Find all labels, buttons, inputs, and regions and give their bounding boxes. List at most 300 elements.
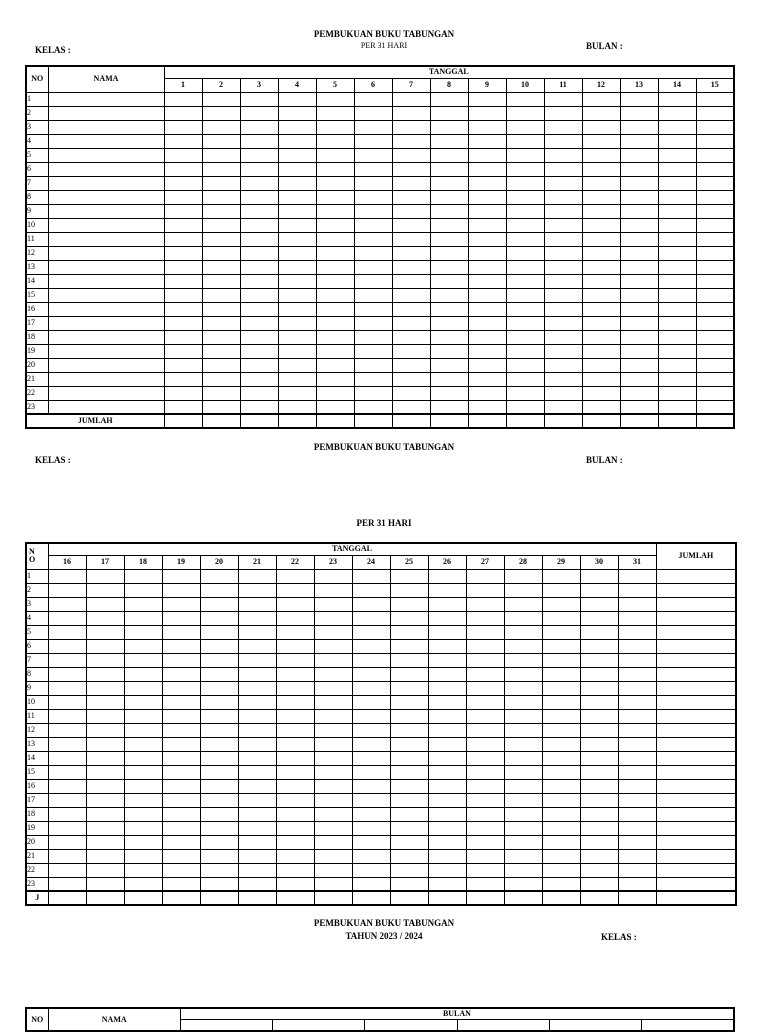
saving-cell[interactable] — [162, 807, 200, 821]
saving-cell[interactable] — [582, 92, 620, 106]
saving-cell[interactable] — [430, 330, 468, 344]
saving-cell[interactable] — [316, 134, 354, 148]
saving-cell[interactable] — [48, 737, 86, 751]
saving-cell[interactable] — [392, 330, 430, 344]
saving-cell[interactable] — [620, 400, 658, 414]
saving-cell[interactable] — [164, 232, 202, 246]
jumlah-cell[interactable] — [656, 821, 736, 835]
saving-cell[interactable] — [544, 316, 582, 330]
jumlah-cell[interactable] — [656, 583, 736, 597]
saving-cell[interactable] — [276, 583, 314, 597]
saving-cell[interactable] — [430, 218, 468, 232]
saving-cell[interactable] — [542, 625, 580, 639]
saving-cell[interactable] — [48, 639, 86, 653]
nama-cell[interactable] — [48, 204, 164, 218]
saving-cell[interactable] — [392, 204, 430, 218]
saving-cell[interactable] — [544, 232, 582, 246]
saving-cell[interactable] — [162, 597, 200, 611]
saving-cell[interactable] — [276, 653, 314, 667]
saving-cell[interactable] — [238, 639, 276, 653]
saving-cell[interactable] — [164, 400, 202, 414]
saving-cell[interactable] — [390, 821, 428, 835]
saving-cell[interactable] — [504, 737, 542, 751]
saving-cell[interactable] — [164, 246, 202, 260]
saving-cell[interactable] — [392, 106, 430, 120]
saving-cell[interactable] — [314, 877, 352, 891]
saving-cell[interactable] — [314, 639, 352, 653]
saving-cell[interactable] — [658, 204, 696, 218]
saving-cell[interactable] — [430, 288, 468, 302]
saving-cell[interactable] — [314, 821, 352, 835]
saving-cell[interactable] — [48, 597, 86, 611]
saving-cell[interactable] — [542, 765, 580, 779]
saving-cell[interactable] — [162, 863, 200, 877]
saving-cell[interactable] — [238, 793, 276, 807]
saving-cell[interactable] — [124, 779, 162, 793]
saving-cell[interactable] — [314, 779, 352, 793]
saving-cell[interactable] — [238, 569, 276, 583]
saving-cell[interactable] — [162, 723, 200, 737]
saving-cell[interactable] — [202, 344, 240, 358]
saving-cell[interactable] — [316, 120, 354, 134]
saving-cell[interactable] — [658, 218, 696, 232]
saving-cell[interactable] — [506, 400, 544, 414]
saving-cell[interactable] — [542, 821, 580, 835]
saving-cell[interactable] — [354, 302, 392, 316]
saving-cell[interactable] — [618, 765, 656, 779]
saving-cell[interactable] — [86, 863, 124, 877]
saving-cell[interactable] — [620, 162, 658, 176]
saving-cell[interactable] — [428, 821, 466, 835]
saving-cell[interactable] — [162, 709, 200, 723]
saving-cell[interactable] — [620, 274, 658, 288]
nama-cell[interactable] — [48, 218, 164, 232]
saving-cell[interactable] — [580, 849, 618, 863]
saving-cell[interactable] — [658, 386, 696, 400]
saving-cell[interactable] — [276, 807, 314, 821]
saving-cell[interactable] — [542, 779, 580, 793]
saving-cell[interactable] — [200, 751, 238, 765]
nama-cell[interactable] — [48, 148, 164, 162]
saving-cell[interactable] — [618, 639, 656, 653]
saving-cell[interactable] — [428, 695, 466, 709]
saving-cell[interactable] — [240, 386, 278, 400]
saving-cell[interactable] — [276, 779, 314, 793]
saving-cell[interactable] — [428, 625, 466, 639]
saving-cell[interactable] — [164, 120, 202, 134]
jumlah-cell[interactable] — [656, 695, 736, 709]
saving-cell[interactable] — [696, 288, 734, 302]
jumlah-cell[interactable] — [656, 681, 736, 695]
saving-cell[interactable] — [468, 162, 506, 176]
saving-cell[interactable] — [620, 218, 658, 232]
saving-cell[interactable] — [276, 597, 314, 611]
saving-cell[interactable] — [278, 134, 316, 148]
saving-cell[interactable] — [200, 793, 238, 807]
saving-cell[interactable] — [428, 835, 466, 849]
saving-cell[interactable] — [124, 793, 162, 807]
saving-cell[interactable] — [162, 695, 200, 709]
saving-cell[interactable] — [468, 134, 506, 148]
saving-cell[interactable] — [164, 162, 202, 176]
saving-cell[interactable] — [202, 120, 240, 134]
saving-cell[interactable] — [164, 330, 202, 344]
saving-cell[interactable] — [582, 218, 620, 232]
saving-cell[interactable] — [544, 120, 582, 134]
saving-cell[interactable] — [48, 863, 86, 877]
saving-cell[interactable] — [392, 120, 430, 134]
saving-cell[interactable] — [544, 190, 582, 204]
saving-cell[interactable] — [580, 793, 618, 807]
saving-cell[interactable] — [164, 344, 202, 358]
saving-cell[interactable] — [392, 134, 430, 148]
saving-cell[interactable] — [200, 779, 238, 793]
jumlah-cell[interactable] — [656, 569, 736, 583]
saving-cell[interactable] — [466, 723, 504, 737]
saving-cell[interactable] — [696, 162, 734, 176]
saving-cell[interactable] — [314, 583, 352, 597]
saving-cell[interactable] — [430, 274, 468, 288]
saving-cell[interactable] — [352, 807, 390, 821]
saving-cell[interactable] — [240, 316, 278, 330]
jumlah-cell[interactable] — [656, 765, 736, 779]
saving-cell[interactable] — [162, 569, 200, 583]
saving-cell[interactable] — [48, 751, 86, 765]
saving-cell[interactable] — [428, 751, 466, 765]
saving-cell[interactable] — [542, 709, 580, 723]
saving-cell[interactable] — [202, 134, 240, 148]
saving-cell[interactable] — [240, 274, 278, 288]
saving-cell[interactable] — [238, 821, 276, 835]
saving-cell[interactable] — [164, 218, 202, 232]
saving-cell[interactable] — [124, 835, 162, 849]
saving-cell[interactable] — [392, 218, 430, 232]
saving-cell[interactable] — [48, 681, 86, 695]
saving-cell[interactable] — [48, 849, 86, 863]
jumlah-cell[interactable] — [656, 835, 736, 849]
saving-cell[interactable] — [466, 807, 504, 821]
saving-cell[interactable] — [620, 260, 658, 274]
saving-cell[interactable] — [278, 106, 316, 120]
saving-cell[interactable] — [696, 106, 734, 120]
saving-cell[interactable] — [164, 302, 202, 316]
saving-cell[interactable] — [240, 162, 278, 176]
saving-cell[interactable] — [582, 162, 620, 176]
saving-cell[interactable] — [392, 176, 430, 190]
saving-cell[interactable] — [506, 288, 544, 302]
saving-cell[interactable] — [352, 723, 390, 737]
saving-cell[interactable] — [352, 751, 390, 765]
saving-cell[interactable] — [354, 162, 392, 176]
saving-cell[interactable] — [466, 877, 504, 891]
saving-cell[interactable] — [314, 835, 352, 849]
saving-cell[interactable] — [580, 611, 618, 625]
jumlah-cell[interactable] — [656, 667, 736, 681]
saving-cell[interactable] — [392, 358, 430, 372]
saving-cell[interactable] — [428, 681, 466, 695]
saving-cell[interactable] — [582, 204, 620, 218]
saving-cell[interactable] — [542, 737, 580, 751]
saving-cell[interactable] — [278, 386, 316, 400]
saving-cell[interactable] — [354, 274, 392, 288]
saving-cell[interactable] — [276, 863, 314, 877]
saving-cell[interactable] — [580, 667, 618, 681]
saving-cell[interactable] — [392, 246, 430, 260]
saving-cell[interactable] — [164, 106, 202, 120]
saving-cell[interactable] — [544, 148, 582, 162]
saving-cell[interactable] — [124, 821, 162, 835]
saving-cell[interactable] — [428, 793, 466, 807]
saving-cell[interactable] — [124, 737, 162, 751]
saving-cell[interactable] — [658, 190, 696, 204]
saving-cell[interactable] — [506, 246, 544, 260]
saving-cell[interactable] — [466, 863, 504, 877]
saving-cell[interactable] — [86, 835, 124, 849]
saving-cell[interactable] — [352, 639, 390, 653]
saving-cell[interactable] — [86, 639, 124, 653]
saving-cell[interactable] — [278, 148, 316, 162]
saving-cell[interactable] — [238, 667, 276, 681]
saving-cell[interactable] — [202, 288, 240, 302]
saving-cell[interactable] — [202, 400, 240, 414]
saving-cell[interactable] — [200, 667, 238, 681]
saving-cell[interactable] — [468, 204, 506, 218]
saving-cell[interactable] — [542, 653, 580, 667]
saving-cell[interactable] — [48, 765, 86, 779]
saving-cell[interactable] — [620, 106, 658, 120]
saving-cell[interactable] — [696, 372, 734, 386]
saving-cell[interactable] — [276, 793, 314, 807]
saving-cell[interactable] — [544, 162, 582, 176]
saving-cell[interactable] — [580, 709, 618, 723]
saving-cell[interactable] — [316, 162, 354, 176]
saving-cell[interactable] — [162, 667, 200, 681]
saving-cell[interactable] — [86, 849, 124, 863]
saving-cell[interactable] — [506, 344, 544, 358]
saving-cell[interactable] — [620, 120, 658, 134]
saving-cell[interactable] — [352, 681, 390, 695]
saving-cell[interactable] — [314, 849, 352, 863]
saving-cell[interactable] — [314, 765, 352, 779]
saving-cell[interactable] — [696, 246, 734, 260]
jumlah-cell[interactable] — [656, 779, 736, 793]
saving-cell[interactable] — [696, 176, 734, 190]
saving-cell[interactable] — [466, 779, 504, 793]
saving-cell[interactable] — [238, 863, 276, 877]
saving-cell[interactable] — [542, 639, 580, 653]
saving-cell[interactable] — [506, 260, 544, 274]
saving-cell[interactable] — [352, 625, 390, 639]
saving-cell[interactable] — [316, 372, 354, 386]
saving-cell[interactable] — [240, 92, 278, 106]
saving-cell[interactable] — [582, 344, 620, 358]
nama-cell[interactable] — [48, 358, 164, 372]
saving-cell[interactable] — [240, 148, 278, 162]
saving-cell[interactable] — [504, 723, 542, 737]
saving-cell[interactable] — [468, 148, 506, 162]
saving-cell[interactable] — [504, 821, 542, 835]
saving-cell[interactable] — [124, 611, 162, 625]
saving-cell[interactable] — [238, 807, 276, 821]
saving-cell[interactable] — [542, 667, 580, 681]
saving-cell[interactable] — [506, 316, 544, 330]
saving-cell[interactable] — [658, 92, 696, 106]
saving-cell[interactable] — [278, 190, 316, 204]
saving-cell[interactable] — [86, 821, 124, 835]
saving-cell[interactable] — [202, 148, 240, 162]
saving-cell[interactable] — [696, 302, 734, 316]
saving-cell[interactable] — [316, 260, 354, 274]
saving-cell[interactable] — [354, 134, 392, 148]
saving-cell[interactable] — [658, 372, 696, 386]
saving-cell[interactable] — [580, 835, 618, 849]
saving-cell[interactable] — [164, 148, 202, 162]
saving-cell[interactable] — [352, 695, 390, 709]
saving-cell[interactable] — [202, 204, 240, 218]
saving-cell[interactable] — [392, 372, 430, 386]
saving-cell[interactable] — [124, 877, 162, 891]
saving-cell[interactable] — [696, 218, 734, 232]
saving-cell[interactable] — [468, 386, 506, 400]
saving-cell[interactable] — [618, 807, 656, 821]
saving-cell[interactable] — [124, 653, 162, 667]
saving-cell[interactable] — [200, 597, 238, 611]
nama-cell[interactable] — [48, 232, 164, 246]
jumlah-cell[interactable] — [656, 653, 736, 667]
saving-cell[interactable] — [240, 400, 278, 414]
saving-cell[interactable] — [124, 863, 162, 877]
saving-cell[interactable] — [468, 372, 506, 386]
nama-cell[interactable] — [48, 120, 164, 134]
saving-cell[interactable] — [544, 372, 582, 386]
saving-cell[interactable] — [314, 807, 352, 821]
saving-cell[interactable] — [506, 302, 544, 316]
saving-cell[interactable] — [466, 611, 504, 625]
saving-cell[interactable] — [314, 709, 352, 723]
saving-cell[interactable] — [428, 709, 466, 723]
saving-cell[interactable] — [580, 751, 618, 765]
saving-cell[interactable] — [48, 821, 86, 835]
saving-cell[interactable] — [124, 597, 162, 611]
saving-cell[interactable] — [504, 695, 542, 709]
saving-cell[interactable] — [504, 835, 542, 849]
nama-cell[interactable] — [48, 274, 164, 288]
saving-cell[interactable] — [580, 625, 618, 639]
saving-cell[interactable] — [200, 737, 238, 751]
saving-cell[interactable] — [392, 190, 430, 204]
saving-cell[interactable] — [162, 751, 200, 765]
saving-cell[interactable] — [86, 695, 124, 709]
saving-cell[interactable] — [390, 569, 428, 583]
saving-cell[interactable] — [504, 751, 542, 765]
saving-cell[interactable] — [316, 288, 354, 302]
saving-cell[interactable] — [200, 723, 238, 737]
saving-cell[interactable] — [354, 148, 392, 162]
saving-cell[interactable] — [240, 344, 278, 358]
saving-cell[interactable] — [238, 835, 276, 849]
saving-cell[interactable] — [658, 232, 696, 246]
saving-cell[interactable] — [314, 625, 352, 639]
saving-cell[interactable] — [466, 821, 504, 835]
saving-cell[interactable] — [618, 681, 656, 695]
saving-cell[interactable] — [390, 639, 428, 653]
saving-cell[interactable] — [354, 358, 392, 372]
saving-cell[interactable] — [506, 190, 544, 204]
saving-cell[interactable] — [86, 667, 124, 681]
saving-cell[interactable] — [580, 695, 618, 709]
saving-cell[interactable] — [544, 288, 582, 302]
saving-cell[interactable] — [48, 807, 86, 821]
saving-cell[interactable] — [658, 148, 696, 162]
saving-cell[interactable] — [430, 190, 468, 204]
saving-cell[interactable] — [542, 569, 580, 583]
saving-cell[interactable] — [580, 681, 618, 695]
saving-cell[interactable] — [390, 751, 428, 765]
saving-cell[interactable] — [354, 316, 392, 330]
saving-cell[interactable] — [428, 765, 466, 779]
saving-cell[interactable] — [240, 232, 278, 246]
saving-cell[interactable] — [466, 835, 504, 849]
saving-cell[interactable] — [580, 821, 618, 835]
saving-cell[interactable] — [468, 106, 506, 120]
saving-cell[interactable] — [542, 849, 580, 863]
saving-cell[interactable] — [468, 176, 506, 190]
saving-cell[interactable] — [504, 597, 542, 611]
saving-cell[interactable] — [48, 779, 86, 793]
saving-cell[interactable] — [696, 92, 734, 106]
saving-cell[interactable] — [544, 204, 582, 218]
saving-cell[interactable] — [314, 653, 352, 667]
saving-cell[interactable] — [504, 779, 542, 793]
jumlah-cell[interactable] — [656, 877, 736, 891]
saving-cell[interactable] — [658, 176, 696, 190]
saving-cell[interactable] — [278, 232, 316, 246]
nama-cell[interactable] — [48, 246, 164, 260]
saving-cell[interactable] — [86, 877, 124, 891]
saving-cell[interactable] — [86, 765, 124, 779]
saving-cell[interactable] — [200, 849, 238, 863]
saving-cell[interactable] — [354, 190, 392, 204]
saving-cell[interactable] — [202, 232, 240, 246]
saving-cell[interactable] — [658, 274, 696, 288]
saving-cell[interactable] — [658, 344, 696, 358]
saving-cell[interactable] — [430, 232, 468, 246]
saving-cell[interactable] — [696, 274, 734, 288]
saving-cell[interactable] — [542, 793, 580, 807]
saving-cell[interactable] — [86, 625, 124, 639]
saving-cell[interactable] — [618, 653, 656, 667]
saving-cell[interactable] — [582, 148, 620, 162]
saving-cell[interactable] — [238, 877, 276, 891]
nama-cell[interactable] — [48, 344, 164, 358]
saving-cell[interactable] — [620, 176, 658, 190]
saving-cell[interactable] — [392, 148, 430, 162]
saving-cell[interactable] — [428, 849, 466, 863]
saving-cell[interactable] — [276, 695, 314, 709]
saving-cell[interactable] — [658, 302, 696, 316]
saving-cell[interactable] — [238, 751, 276, 765]
saving-cell[interactable] — [504, 611, 542, 625]
saving-cell[interactable] — [162, 681, 200, 695]
saving-cell[interactable] — [276, 681, 314, 695]
saving-cell[interactable] — [618, 723, 656, 737]
saving-cell[interactable] — [124, 807, 162, 821]
saving-cell[interactable] — [124, 569, 162, 583]
saving-cell[interactable] — [428, 737, 466, 751]
saving-cell[interactable] — [392, 302, 430, 316]
saving-cell[interactable] — [238, 653, 276, 667]
saving-cell[interactable] — [276, 667, 314, 681]
